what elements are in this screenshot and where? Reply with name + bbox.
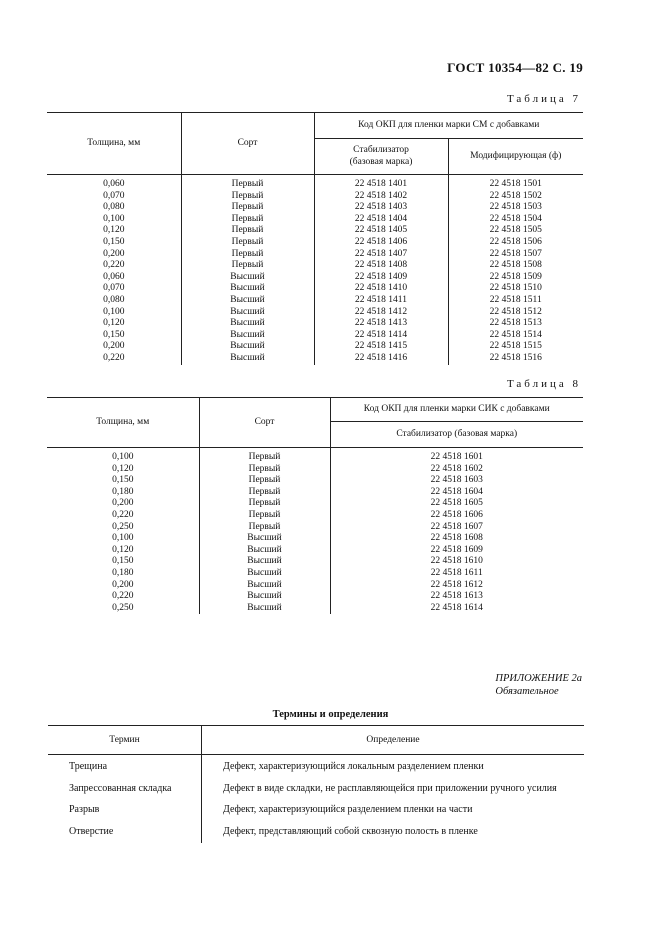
- table-row: [47, 545, 583, 557]
- cell-grade: Высший: [199, 603, 330, 615]
- cell-grade: Высший: [199, 591, 330, 603]
- table-row: [47, 175, 583, 191]
- table-row: [47, 580, 583, 592]
- cell-grade: Высший: [181, 318, 314, 330]
- cell-stabilizer-code: 22 4518 1414: [314, 330, 448, 342]
- cell-modifier-code: 22 4518 1509: [448, 272, 583, 284]
- cell-thickness: 0,120: [112, 544, 134, 555]
- table-row: [47, 202, 583, 214]
- cell-grade: Первый: [181, 175, 314, 191]
- cell-grade: Высший: [181, 341, 314, 353]
- cell-thickness: 0,100: [112, 452, 134, 462]
- cell-stabilizer-code: 22 4518 1601: [330, 448, 583, 464]
- table-row: [48, 800, 584, 822]
- cell-thickness: 0,200: [112, 579, 134, 590]
- cell-stabilizer-code: 22 4518 1405: [314, 225, 448, 237]
- cell-grade: Первый: [199, 498, 330, 510]
- page-header: ГОСТ 10354—82 С. 19: [447, 60, 583, 75]
- cell-grade: Высший: [181, 295, 314, 307]
- cell-modifier-code: 22 4518 1512: [448, 307, 583, 319]
- cell-grade: Первый: [199, 510, 330, 522]
- cell-modifier-code: 22 4518 1505: [448, 225, 583, 237]
- cell-stabilizer-code: 22 4518 1407: [314, 249, 448, 261]
- cell-grade: Высший: [199, 533, 330, 545]
- cell-term: Разрыв: [69, 804, 100, 815]
- cell-thickness: 0,150: [112, 475, 134, 486]
- table-row: [47, 249, 583, 261]
- table-row: [47, 330, 583, 342]
- cell-stabilizer-code: 22 4518 1613: [330, 591, 583, 603]
- table-7-header-thickness: Толщина, мм: [47, 113, 181, 175]
- cell-stabilizer-code: 22 4518 1412: [314, 307, 448, 319]
- cell-grade: Первый: [181, 202, 314, 214]
- terms-header-term: Термин: [48, 726, 202, 755]
- table-7-header-grade: Сорт: [181, 113, 314, 175]
- table-7-label: Таблица 7: [506, 93, 581, 105]
- cell-thickness: 0,180: [112, 567, 134, 578]
- cell-modifier-code: 22 4518 1506: [448, 237, 583, 249]
- table-row: [47, 260, 583, 272]
- cell-stabilizer-code: 22 4518 1614: [330, 603, 583, 615]
- cell-definition: Дефект в виде складки, не расплавляющейся при приложении ручного усилия: [202, 779, 585, 801]
- cell-modifier-code: 22 4518 1504: [448, 214, 583, 226]
- cell-thickness: 0,250: [112, 521, 134, 532]
- cell-modifier-code: 22 4518 1501: [448, 175, 583, 191]
- table-row: [47, 214, 583, 226]
- cell-grade: Первый: [199, 464, 330, 476]
- appendix-status: Обязательное: [495, 686, 559, 697]
- cell-thickness: 0,120: [112, 463, 134, 474]
- cell-definition: Дефект, представляющий собой сквозную полость в пленке: [202, 822, 585, 844]
- table-row: [47, 475, 583, 487]
- cell-stabilizer-code: 22 4518 1410: [314, 283, 448, 295]
- cell-grade: Высший: [181, 330, 314, 342]
- cell-stabilizer-code: 22 4518 1404: [314, 214, 448, 226]
- table-row: [47, 533, 583, 545]
- table-7-body: [47, 175, 583, 365]
- cell-grade: Высший: [199, 545, 330, 557]
- cell-stabilizer-code: 22 4518 1604: [330, 487, 583, 499]
- table-row: [47, 568, 583, 580]
- table-row: [47, 318, 583, 330]
- table-row: [47, 295, 583, 307]
- cell-thickness: 0,080: [103, 294, 125, 305]
- cell-grade: Первый: [181, 260, 314, 272]
- cell-thickness: 0,220: [112, 591, 134, 602]
- cell-grade: Высший: [181, 283, 314, 295]
- cell-definition: Дефект, характеризующийся локальным разделением пленки: [202, 755, 585, 779]
- cell-grade: Первый: [181, 225, 314, 237]
- cell-stabilizer-code: 22 4518 1605: [330, 498, 583, 510]
- cell-modifier-code: 22 4518 1502: [448, 191, 583, 203]
- cell-grade: Первый: [199, 448, 330, 464]
- cell-grade: Первый: [181, 249, 314, 261]
- table-row: [47, 556, 583, 568]
- cell-modifier-code: 22 4518 1515: [448, 341, 583, 353]
- cell-stabilizer-code: 22 4518 1402: [314, 191, 448, 203]
- cell-thickness: 0,150: [112, 556, 134, 567]
- table-row: [47, 191, 583, 203]
- cell-stabilizer-code: 22 4518 1612: [330, 580, 583, 592]
- cell-thickness: 0,220: [103, 260, 125, 271]
- cell-modifier-code: 22 4518 1510: [448, 283, 583, 295]
- cell-thickness: 0,070: [103, 190, 125, 201]
- table-8-header-grade: Сорт: [199, 398, 330, 448]
- cell-thickness: 0,250: [112, 602, 134, 613]
- table-row: [47, 272, 583, 284]
- table-8-body: [47, 448, 583, 615]
- cell-grade: Первый: [181, 237, 314, 249]
- cell-term: Запрессованная складка: [69, 782, 172, 794]
- cell-definition: Дефект, характеризующийся разделением пленки на части: [202, 800, 585, 822]
- cell-term: Трещина: [69, 761, 108, 772]
- cell-thickness: 0,100: [103, 213, 125, 224]
- table-7-header-stabilizer: Стабилизатор (базовая марка): [314, 139, 448, 175]
- cell-thickness: 0,200: [103, 248, 125, 259]
- cell-thickness: 0,120: [103, 318, 125, 329]
- cell-thickness: 0,200: [103, 341, 125, 352]
- table-8-header-stabilizer: Стабилизатор (базовая марка): [330, 422, 583, 448]
- cell-stabilizer-code: 22 4518 1610: [330, 556, 583, 568]
- cell-thickness: 0,180: [112, 486, 134, 497]
- cell-stabilizer-code: 22 4518 1413: [314, 318, 448, 330]
- cell-stabilizer-code: 22 4518 1415: [314, 341, 448, 353]
- terms-body: [48, 755, 584, 844]
- cell-modifier-code: 22 4518 1507: [448, 249, 583, 261]
- cell-modifier-code: 22 4518 1503: [448, 202, 583, 214]
- table-7-header-okp: Код ОКП для пленки марки СМ с добавками: [314, 113, 583, 139]
- cell-stabilizer-code: 22 4518 1607: [330, 522, 583, 534]
- cell-grade: Высший: [181, 307, 314, 319]
- table-8-header-thickness: Толщина, мм: [47, 398, 199, 448]
- table-7: [47, 112, 583, 365]
- table-row: [48, 755, 584, 779]
- table-row: [47, 522, 583, 534]
- table-row: [47, 307, 583, 319]
- cell-grade: Первый: [181, 214, 314, 226]
- cell-thickness: 0,200: [112, 498, 134, 509]
- cell-stabilizer-code: 22 4518 1611: [330, 568, 583, 580]
- appendix-title: ПРИЛОЖЕНИЕ 2а: [495, 673, 582, 684]
- table-row: [48, 779, 584, 801]
- cell-stabilizer-code: 22 4518 1403: [314, 202, 448, 214]
- cell-modifier-code: 22 4518 1513: [448, 318, 583, 330]
- cell-modifier-code: 22 4518 1511: [448, 295, 583, 307]
- table-row: [47, 448, 583, 464]
- cell-stabilizer-code: 22 4518 1401: [314, 175, 448, 191]
- appendix-heading: [495, 672, 582, 698]
- cell-stabilizer-code: 22 4518 1416: [314, 353, 448, 365]
- cell-thickness: 0,070: [103, 283, 125, 294]
- table-row: [47, 237, 583, 249]
- cell-grade: Высший: [181, 272, 314, 284]
- table-8: [47, 397, 583, 614]
- cell-modifier-code: 22 4518 1508: [448, 260, 583, 272]
- cell-modifier-code: 22 4518 1516: [448, 353, 583, 365]
- table-row: [47, 510, 583, 522]
- table-row: [47, 464, 583, 476]
- cell-thickness: 0,150: [103, 329, 125, 340]
- terms-header-definition: Определение: [202, 726, 585, 755]
- cell-stabilizer-code: 22 4518 1408: [314, 260, 448, 272]
- cell-grade: Первый: [199, 522, 330, 534]
- table-row: [47, 341, 583, 353]
- cell-grade: Высший: [199, 568, 330, 580]
- cell-stabilizer-code: 22 4518 1411: [314, 295, 448, 307]
- table-7-header-modifier: Модифицирующая (ф): [448, 139, 583, 175]
- cell-stabilizer-code: 22 4518 1608: [330, 533, 583, 545]
- cell-thickness: 0,060: [103, 179, 125, 189]
- table-8-label: Таблица 8: [506, 378, 581, 390]
- table-row: [47, 283, 583, 295]
- cell-thickness: 0,060: [103, 271, 125, 282]
- cell-grade: Высший: [199, 556, 330, 568]
- cell-thickness: 0,120: [103, 225, 125, 236]
- cell-thickness: 0,220: [103, 352, 125, 363]
- table-row: [47, 603, 583, 615]
- terms-table: [48, 725, 584, 843]
- table-row: [47, 225, 583, 237]
- cell-term: Отверстие: [69, 825, 114, 837]
- cell-stabilizer-code: 22 4518 1602: [330, 464, 583, 476]
- cell-thickness: 0,100: [112, 533, 134, 544]
- table-row: [47, 353, 583, 365]
- cell-thickness: 0,080: [103, 202, 125, 213]
- cell-grade: Первый: [199, 475, 330, 487]
- cell-thickness: 0,220: [112, 509, 134, 520]
- table-row: [47, 498, 583, 510]
- table-row: [48, 822, 584, 844]
- cell-stabilizer-code: 22 4518 1406: [314, 237, 448, 249]
- cell-stabilizer-code: 22 4518 1606: [330, 510, 583, 522]
- table-row: [47, 487, 583, 499]
- terms-section-title: Термины и определения: [272, 709, 389, 720]
- cell-grade: Первый: [199, 487, 330, 499]
- cell-grade: Высший: [181, 353, 314, 365]
- cell-stabilizer-code: 22 4518 1609: [330, 545, 583, 557]
- table-8-header-okp: Код ОКП для пленки марки СИК с добавками: [330, 398, 583, 422]
- cell-modifier-code: 22 4518 1514: [448, 330, 583, 342]
- cell-grade: Первый: [181, 191, 314, 203]
- cell-grade: Высший: [199, 580, 330, 592]
- cell-thickness: 0,150: [103, 236, 125, 247]
- cell-thickness: 0,100: [103, 306, 125, 317]
- table-row: [47, 591, 583, 603]
- cell-stabilizer-code: 22 4518 1409: [314, 272, 448, 284]
- cell-stabilizer-code: 22 4518 1603: [330, 475, 583, 487]
